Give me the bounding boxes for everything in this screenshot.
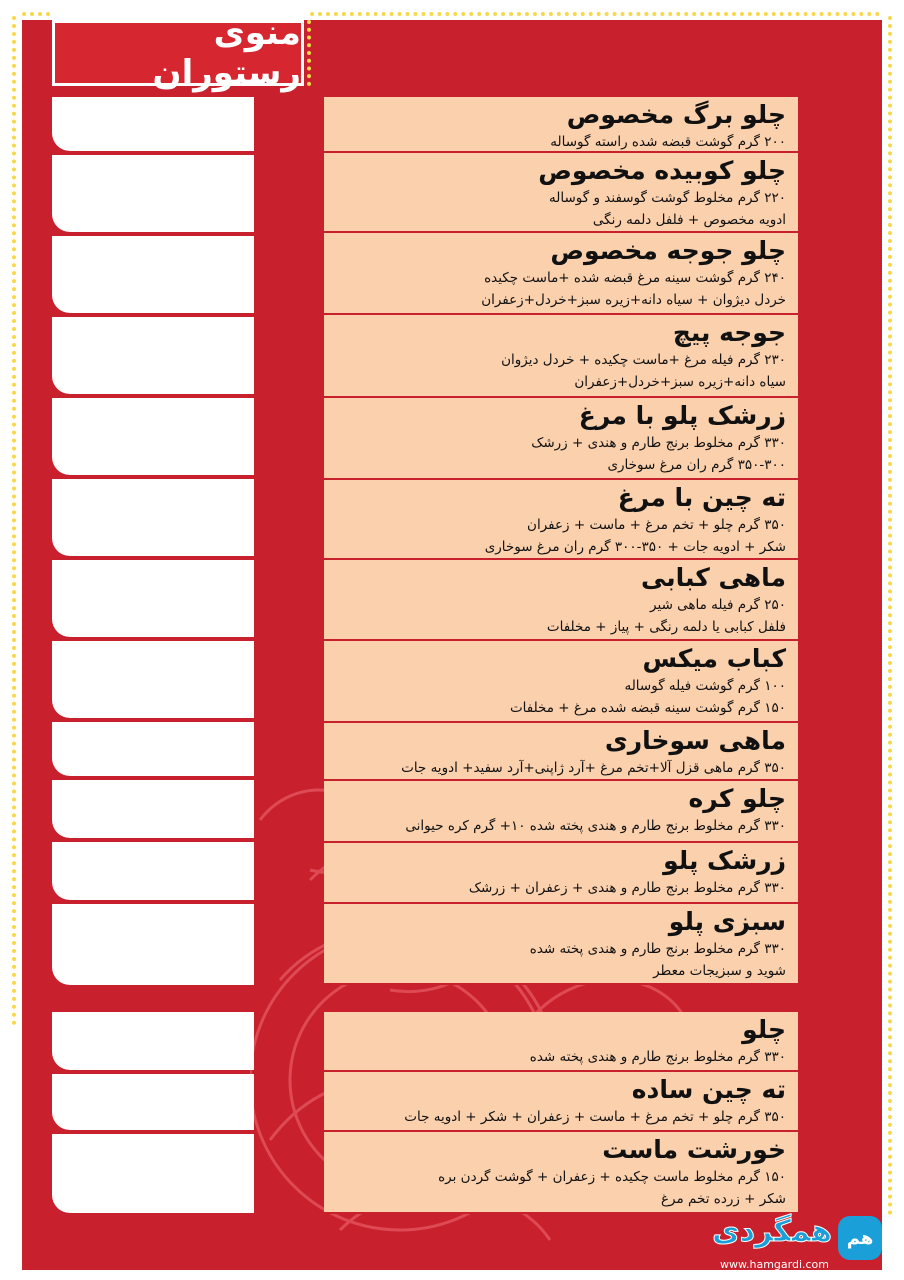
price-box [52,155,254,232]
price-box [52,780,254,838]
title-dotted-border [307,20,315,86]
item-description: شوید و سبزیجات معطر [653,963,786,979]
menu-item [324,843,798,904]
item-description: شکر + ادویه جات + ۳۵۰-۳۰۰ گرم ران مرغ سوخاری [484,539,786,555]
item-name: سبزی پلو [668,907,786,936]
item-description: فلفل کبابی یا دلمه رنگی + پیاز + مخلفات [546,619,786,635]
item-description: خردل دیژوان + سیاه دانه+زیره سبز+خردل+زعفران [481,292,786,308]
item-description: شکر + زرده تخم مرغ [660,1191,786,1207]
price-box [52,1134,254,1213]
item-name: زرشک پلو [663,846,786,875]
item-name: چلو کوبیده مخصوص [538,156,786,185]
item-description: ۳۳۰ گرم مخلوط برنج طارم و هندی پخته شده [529,941,786,957]
item-description: ادویه مخصوص + فلفل دلمه رنگی [592,212,786,228]
item-name: چلو [742,1015,786,1044]
item-description: ۲۵۰ گرم فیله ماهی شیر [650,597,786,613]
price-box [52,479,254,556]
item-name: ماهی کبابی [640,563,786,592]
item-name: جوجه پیچ [672,318,786,347]
item-description: ۳۵۰ گرم ماهی قزل آلا+تخم مرغ +آرد ژاپنی+آرد سفید+ ادویه جات [401,760,786,776]
item-description: ۱۵۰ گرم گوشت سینه قبضه شده مرغ + مخلفات [509,700,786,716]
menu-item [324,315,798,398]
price-box [52,842,254,900]
top-dotted-border [310,12,880,20]
menu-item [324,641,798,723]
item-description: ۲۴۰ گرم گوشت سینه مرغ قبضه شده +ماست چکیده [484,270,786,286]
item-name: خورشت ماست [602,1135,786,1164]
price-box [52,904,254,985]
item-name: ته چین با مرغ [617,483,786,512]
item-description: ۳۵۰-۳۰۰ گرم ران مرغ سوخاری [607,457,786,473]
menu-item [324,723,798,781]
top-dotted-border-left [22,12,50,20]
price-box [52,317,254,394]
item-name: چلو کره [688,784,786,813]
price-box [52,560,254,637]
hamgardi-url: www.hamgardi.com [720,1258,829,1271]
item-name: زرشک پلو با مرغ [578,401,786,430]
item-description: ۲۲۰ گرم مخلوط گوشت گوسفند و گوساله [549,190,786,206]
item-description: ۳۳۰ گرم مخلوط برنج طارم و هندی پخته شده ۱۰+ گرم کره حیوانی [405,818,786,834]
menu-item [324,153,798,233]
item-description: سیاه دانه+زیره سبز+خردل+زعفران [574,374,786,390]
item-name: ته چین ساده [631,1075,786,1104]
price-box [52,1074,254,1130]
price-box [52,722,254,776]
item-name: کباب میکس [642,644,786,673]
hamgardi-logo-icon: هم [838,1216,882,1260]
item-description: ۱۵۰ گرم مخلوط ماست چکیده + زعفران + گوشت گردن بره [438,1169,786,1185]
menu-item [324,781,798,843]
item-name: چلو جوجه مخصوص [550,236,786,265]
price-box [52,1012,254,1070]
item-description: ۲۰۰ گرم گوشت قبضه شده راسته گوساله [550,134,786,150]
right-dotted-border [888,16,896,1216]
item-description: ۱۰۰ گرم گوشت فیله گوساله [624,678,786,694]
price-box [52,641,254,718]
item-description: ۳۳۰ گرم مخلوط برنج طارم و هندی + زرشک [531,435,786,451]
hamgardi-wordmark: همگردی [712,1214,832,1249]
price-box [52,97,254,151]
menu-item [324,97,798,153]
item-description: ۳۵۰ گرم چلو + تخم مرغ + ماست + زعفران + شکر + ادویه جات [404,1109,786,1125]
item-description: ۳۳۰ گرم مخلوط برنج طارم و هندی + زعفران + زرشک [468,880,786,896]
item-name: ماهی سوخاری [604,726,786,755]
menu-item [324,904,798,985]
menu-item [324,1132,798,1214]
menu-item [324,398,798,480]
item-description: ۳۵۰ گرم چلو + تخم مرغ + ماست + زعفران [527,517,786,533]
menu-item [324,1072,798,1132]
price-box [52,236,254,313]
left-dotted-border [12,16,20,1026]
menu-item [324,560,798,641]
item-description: ۳۳۰ گرم مخلوط برنج طارم و هندی پخته شده [529,1049,786,1065]
menu-item [324,233,798,315]
menu-item [324,480,798,560]
menu-title: منوی رستوران [52,20,304,86]
price-box [52,398,254,475]
item-description: ۲۳۰ گرم فیله مرغ +ماست چکیده + خردل دیژوان [501,352,786,368]
hamgardi-watermark [700,1212,890,1274]
item-name: چلو برگ مخصوص [566,100,786,129]
menu-item [324,1012,798,1072]
